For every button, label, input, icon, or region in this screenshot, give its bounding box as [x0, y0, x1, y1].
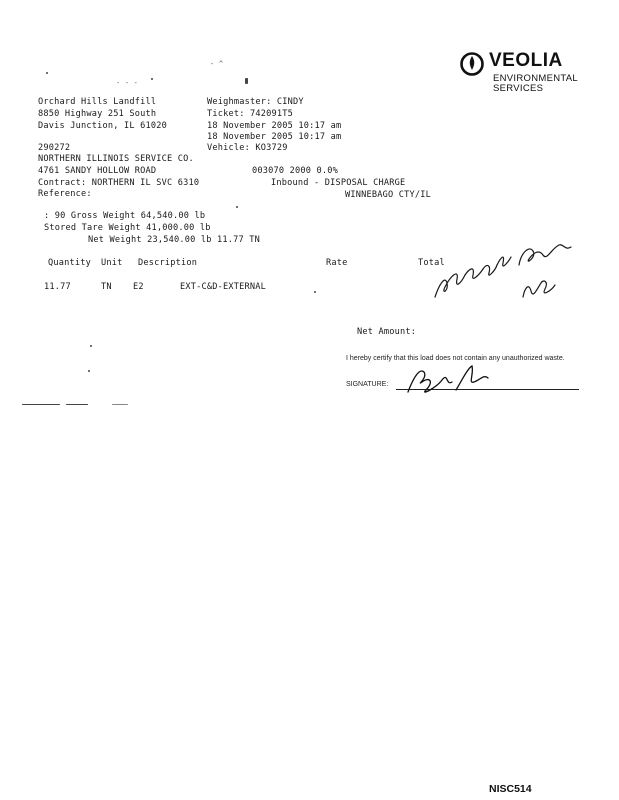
row-unit: TN — [101, 282, 112, 292]
certification-text: I hereby certify that this load does not contain any unauthorized waste. — [346, 355, 565, 362]
document-code: NISC514 — [489, 783, 532, 795]
col-rate: Rate — [326, 258, 348, 268]
header-mark-1: - ^ — [210, 60, 224, 68]
net-amount-label: Net Amount: — [357, 327, 417, 337]
weighmaster: Weighmaster: CINDY — [207, 97, 304, 107]
scan-speck — [46, 72, 48, 74]
scan-speck — [236, 206, 238, 208]
customer-address: 4761 SANDY HOLLOW ROAD — [38, 166, 157, 176]
signature-label: SIGNATURE: — [346, 381, 389, 388]
logo-line-1: ENVIRONMENTAL — [493, 73, 579, 84]
col-description: Description — [138, 258, 198, 268]
col-total: Total — [418, 258, 445, 268]
row-quantity: 11.77 — [44, 282, 71, 292]
veolia-emblem-icon — [459, 51, 487, 77]
vehicle: Vehicle: KO3729 — [207, 143, 288, 153]
facility-address-1: 8850 Highway 251 South — [38, 109, 157, 119]
scan-speck — [90, 345, 92, 347]
logo-name: VEOLIA — [489, 50, 563, 71]
ticket-number: Ticket: 742091T5 — [207, 109, 293, 119]
scan-speck — [151, 78, 153, 80]
row-description: EXT-C&D-EXTERNAL — [180, 282, 266, 292]
signature-scribble — [400, 362, 500, 402]
tare-weight: Stored Tare Weight 41,000.00 lb — [44, 223, 211, 233]
facility-name: Orchard Hills Landfill — [38, 97, 157, 107]
inbound-charge: Inbound - DISPOSAL CHARGE — [271, 178, 406, 188]
scan-speck — [88, 370, 90, 372]
customer-id: 290272 — [38, 143, 71, 153]
net-weight: Net Weight 23,540.00 lb 11.77 TN — [88, 235, 260, 245]
scan-speck — [112, 404, 128, 405]
gross-weight: : 90 Gross Weight 64,540.00 lb — [44, 211, 206, 221]
facility-address-2: Davis Junction, IL 61020 — [38, 121, 167, 131]
scan-speck — [66, 404, 88, 405]
date-out: 18 November 2005 10:17 am — [207, 132, 342, 142]
row-code: E2 — [133, 282, 144, 292]
reference: Reference: — [38, 189, 92, 199]
handwritten-annotation — [425, 235, 585, 315]
scan-speck — [22, 404, 60, 405]
scan-speck — [314, 291, 316, 293]
veolia-logo — [459, 50, 599, 100]
header-mark-2: - - - — [116, 79, 139, 87]
col-unit: Unit — [101, 258, 123, 268]
col-quantity: Quantity — [48, 258, 91, 268]
material-code: 003070 2000 0.0% — [252, 166, 338, 176]
contract: Contract: NORTHERN IL SVC 6310 — [38, 178, 200, 188]
county: WINNEBAGO CTY/IL — [345, 190, 431, 200]
customer-name: NORTHERN ILLINOIS SERVICE CO. — [38, 154, 194, 164]
logo-line-2: SERVICES — [493, 83, 544, 94]
scan-speck — [245, 78, 248, 84]
date-in: 18 November 2005 10:17 am — [207, 121, 342, 131]
